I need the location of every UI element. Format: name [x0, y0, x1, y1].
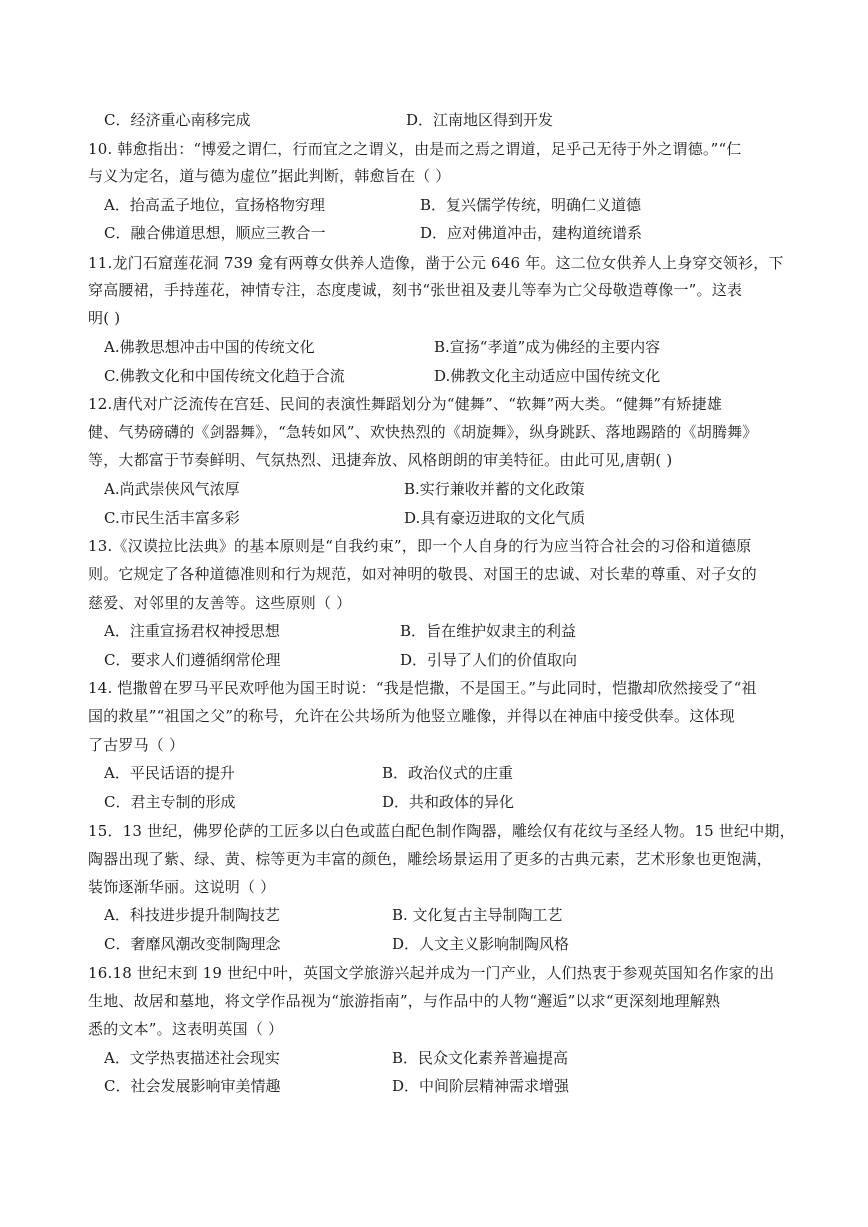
q13-option-a: A．注重宣扬君权神授思想 [104, 622, 280, 640]
q13-option-c: C．要求人们遵循纲常伦理 [104, 651, 281, 669]
q15-option-b: B. 文化复古主导制陶工艺 [392, 906, 563, 924]
q13-option-d: D．引导了人们的价值取向 [400, 651, 578, 669]
q11-stem-line3: 明( ) [88, 309, 121, 327]
q16-option-d: D．中间阶层精神需求增强 [392, 1077, 570, 1095]
q16-stem-line3: 悉的文本”。这表明英国（ ） [88, 1020, 284, 1038]
q11-option-d: D.佛教文化主动适应中国传统文化 [434, 367, 661, 385]
q15-stem-line2: 陶器出现了紫、绿、黄、棕等更为丰富的颜色，雕绘场景运用了更多的古典元素，艺术形象也更饱满， [88, 850, 773, 868]
q14-option-d: D．共和政体的异化 [382, 793, 515, 811]
q11-stem-line1: 11.龙门石窟莲花洞 739 龛有两尊女供养人造像，凿于公元 646 年。这二位女供养人上身穿交领衫，下 [88, 254, 784, 272]
q13-stem-line1: 13.《汉谟拉比法典》的基本原则是“自我约束”，即一个人自身的行为应当符合社会的习俗和道德原 [88, 537, 752, 555]
q14-stem-line3: 了古罗马（ ） [88, 736, 185, 754]
q14-option-b: B．政治仪式的庄重 [382, 764, 514, 782]
q11-option-b: B.宣扬“孝道”成为佛经的主要内容 [434, 338, 661, 356]
q11-option-c: C.佛教文化和中国传统文化趋于合流 [104, 367, 345, 385]
q12-option-a: A.尚武崇侠风气浓厚 [104, 480, 240, 498]
q10-stem-line2: 与义为定名，道与德为虚位”据此判断，韩愈旨在（ ） [88, 167, 451, 185]
q16-stem-line1: 16.18 世纪末到 19 世纪中叶，英国文学旅游兴起并成为一门产业，人们热衷于参观英国知名作家的出 [88, 964, 775, 982]
q15-stem-line3: 装饰逐渐华丽。这说明（ ） [88, 878, 276, 896]
q15-option-a: A．科技进步提升制陶技艺 [104, 906, 280, 924]
q12-stem-line2: 健、气势磅礴的《剑器舞》，“急转如风”、欢快热烈的《胡旋舞》，纵身跳跃、落地踢踏的《胡腾舞》 [88, 423, 758, 441]
q16-option-b: B．民众文化素养普遍提高 [392, 1049, 569, 1067]
q16-stem-line2: 生地、故居和墓地，将文学作品视为“旅游指南”，与作品中的人物“邂逅”以求“更深刻地理解熟 [88, 992, 721, 1010]
q16-option-c: C．社会发展影响审美情趣 [104, 1077, 281, 1095]
q13-option-b: B．旨在维护奴隶主的利益 [400, 622, 577, 640]
q10-option-b: B．复兴儒学传统，明确仁义道德 [420, 196, 642, 214]
q14-stem-line1: 14. 恺撒曾在罗马平民欢呼他为国王时说：“我是恺撒，不是国王。”与此同时，恺撒却欣然接受了“祖 [88, 679, 757, 697]
q9-option-d: D．江南地区得到开发 [406, 111, 554, 129]
q14-stem-line2: 国的救星”“祖国之父”的称号，允许在公共场所为他竖立雕像，并得以在神庙中接受供奉。这体现 [88, 707, 735, 725]
q12-stem-line3: 等，大都富于节奏鲜明、气氛热烈、迅捷奔放、风格朗朗的审美特征。由此可见,唐朝( ) [88, 451, 673, 469]
q12-option-d: D.具有豪迈进取的文化气质 [404, 509, 586, 527]
q10-option-c: C．融合佛道思想，顺应三教合一 [104, 224, 326, 242]
q10-option-a: A．抬高孟子地位，宣扬格物穷理 [104, 196, 325, 214]
q12-stem-line1: 12.唐代对广泛流传在宫廷、民间的表演性舞蹈划分为“健舞”、“软舞”两大类。“健舞”有矫捷雄 [88, 395, 723, 413]
q10-stem-line1: 10. 韩愈指出：“博爱之谓仁，行而宜之之谓义，由是而之焉之谓道，足乎己无待于外之谓德。”“仁 [88, 140, 742, 158]
q11-option-a: A.佛教思想冲击中国的传统文化 [104, 338, 315, 356]
q14-option-a: A．平民话语的提升 [104, 764, 235, 782]
q14-option-c: C．君主专制的形成 [104, 793, 236, 811]
q13-stem-line2: 则。它规定了各种道德准则和行为规范，如对神明的敬畏、对国王的忠诚、对长辈的尊重、对子女的 [88, 565, 757, 583]
q12-option-c: C.市民生活丰富多彩 [104, 509, 240, 527]
q15-stem-line1: 15．13 世纪，佛罗伦萨的工匠多以白色或蓝白配色制作陶器，雕绘仅有花纹与圣经人物。15 世纪中期， [88, 822, 795, 840]
q10-option-d: D．应对佛道冲击，建构道统谱系 [420, 224, 643, 242]
q9-option-c: C．经济重心南移完成 [104, 111, 251, 129]
q15-option-c: C．奢靡风潮改变制陶理念 [104, 935, 281, 953]
q16-option-a: A．文学热衷描述社会现实 [104, 1049, 280, 1067]
q13-stem-line3: 慈爱、对邻里的友善等。这些原则（ ） [88, 594, 352, 612]
q11-stem-line2: 穿高腰裙，手持莲花，神情专注，态度虔诚，刻书“张世祖及妻儿等奉为亡父母敬造尊像一”。这表 [88, 281, 743, 299]
q15-option-d: D．人文主义影响制陶风格 [392, 935, 570, 953]
q12-option-b: B.实行兼收并蓄的文化政策 [404, 480, 585, 498]
